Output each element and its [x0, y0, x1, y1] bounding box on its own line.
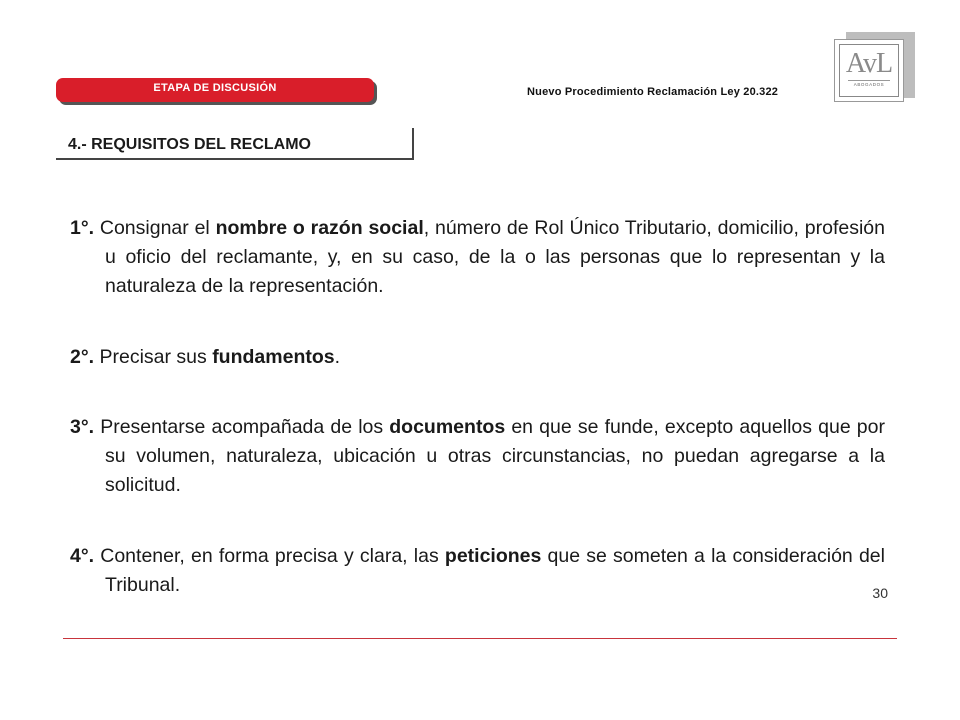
item-text-after: que se someten a la consideración del Tribunal.: [105, 545, 885, 596]
section-title: 4.- REQUISITOS DEL RECLAMO: [56, 128, 414, 160]
item-bold-term: nombre o razón social: [215, 217, 424, 239]
presentation-title: Nuevo Procedimiento Reclamación Ley 20.322: [527, 86, 779, 98]
item-bold-term: peticiones: [444, 545, 542, 567]
logo-frame: [839, 44, 899, 97]
requirement-item-3: [70, 413, 885, 500]
stage-badge: [56, 78, 374, 102]
firm-logo: [834, 39, 904, 102]
logo-subtitle: ABOGADOS: [853, 82, 885, 87]
requirement-item-2: [70, 343, 885, 372]
item-bold-term: fundamentos: [212, 346, 335, 368]
item-text-after: , número de Rol Único Tributario, domicilio, profesión u oficio del reclamante, y, en su caso, de la o las personas que lo representan y la naturaleza de la representación.: [105, 217, 885, 297]
item-number: 3°.: [70, 416, 95, 438]
item-bold-term: documentos: [389, 416, 506, 438]
item-number: 2°.: [70, 346, 95, 368]
item-text-before: Consignar el: [94, 217, 216, 239]
logo-rule: [848, 80, 890, 81]
item-text-before: Contener, en forma precisa y clara, las: [94, 545, 445, 567]
item-text-after: .: [334, 346, 341, 368]
stage-label: ETAPA DE DISCUSIÓN: [153, 82, 277, 94]
item-text-before: Presentarse acompañada de los: [94, 416, 390, 438]
logo-mark: AvL: [845, 48, 893, 79]
requirement-item-1: [70, 214, 885, 301]
requirement-item-4: [70, 542, 885, 600]
footer-divider: [63, 638, 897, 639]
page-number: 30: [872, 585, 888, 601]
item-text-after: en que se funde, excepto aquellos que por su volumen, naturaleza, ubicación u otras circunstancias, no puedan agregarse a la solicitud.: [105, 416, 885, 496]
item-number: 4°.: [70, 545, 95, 567]
item-number: 1°.: [70, 217, 95, 239]
item-text-before: Precisar sus: [94, 346, 213, 368]
